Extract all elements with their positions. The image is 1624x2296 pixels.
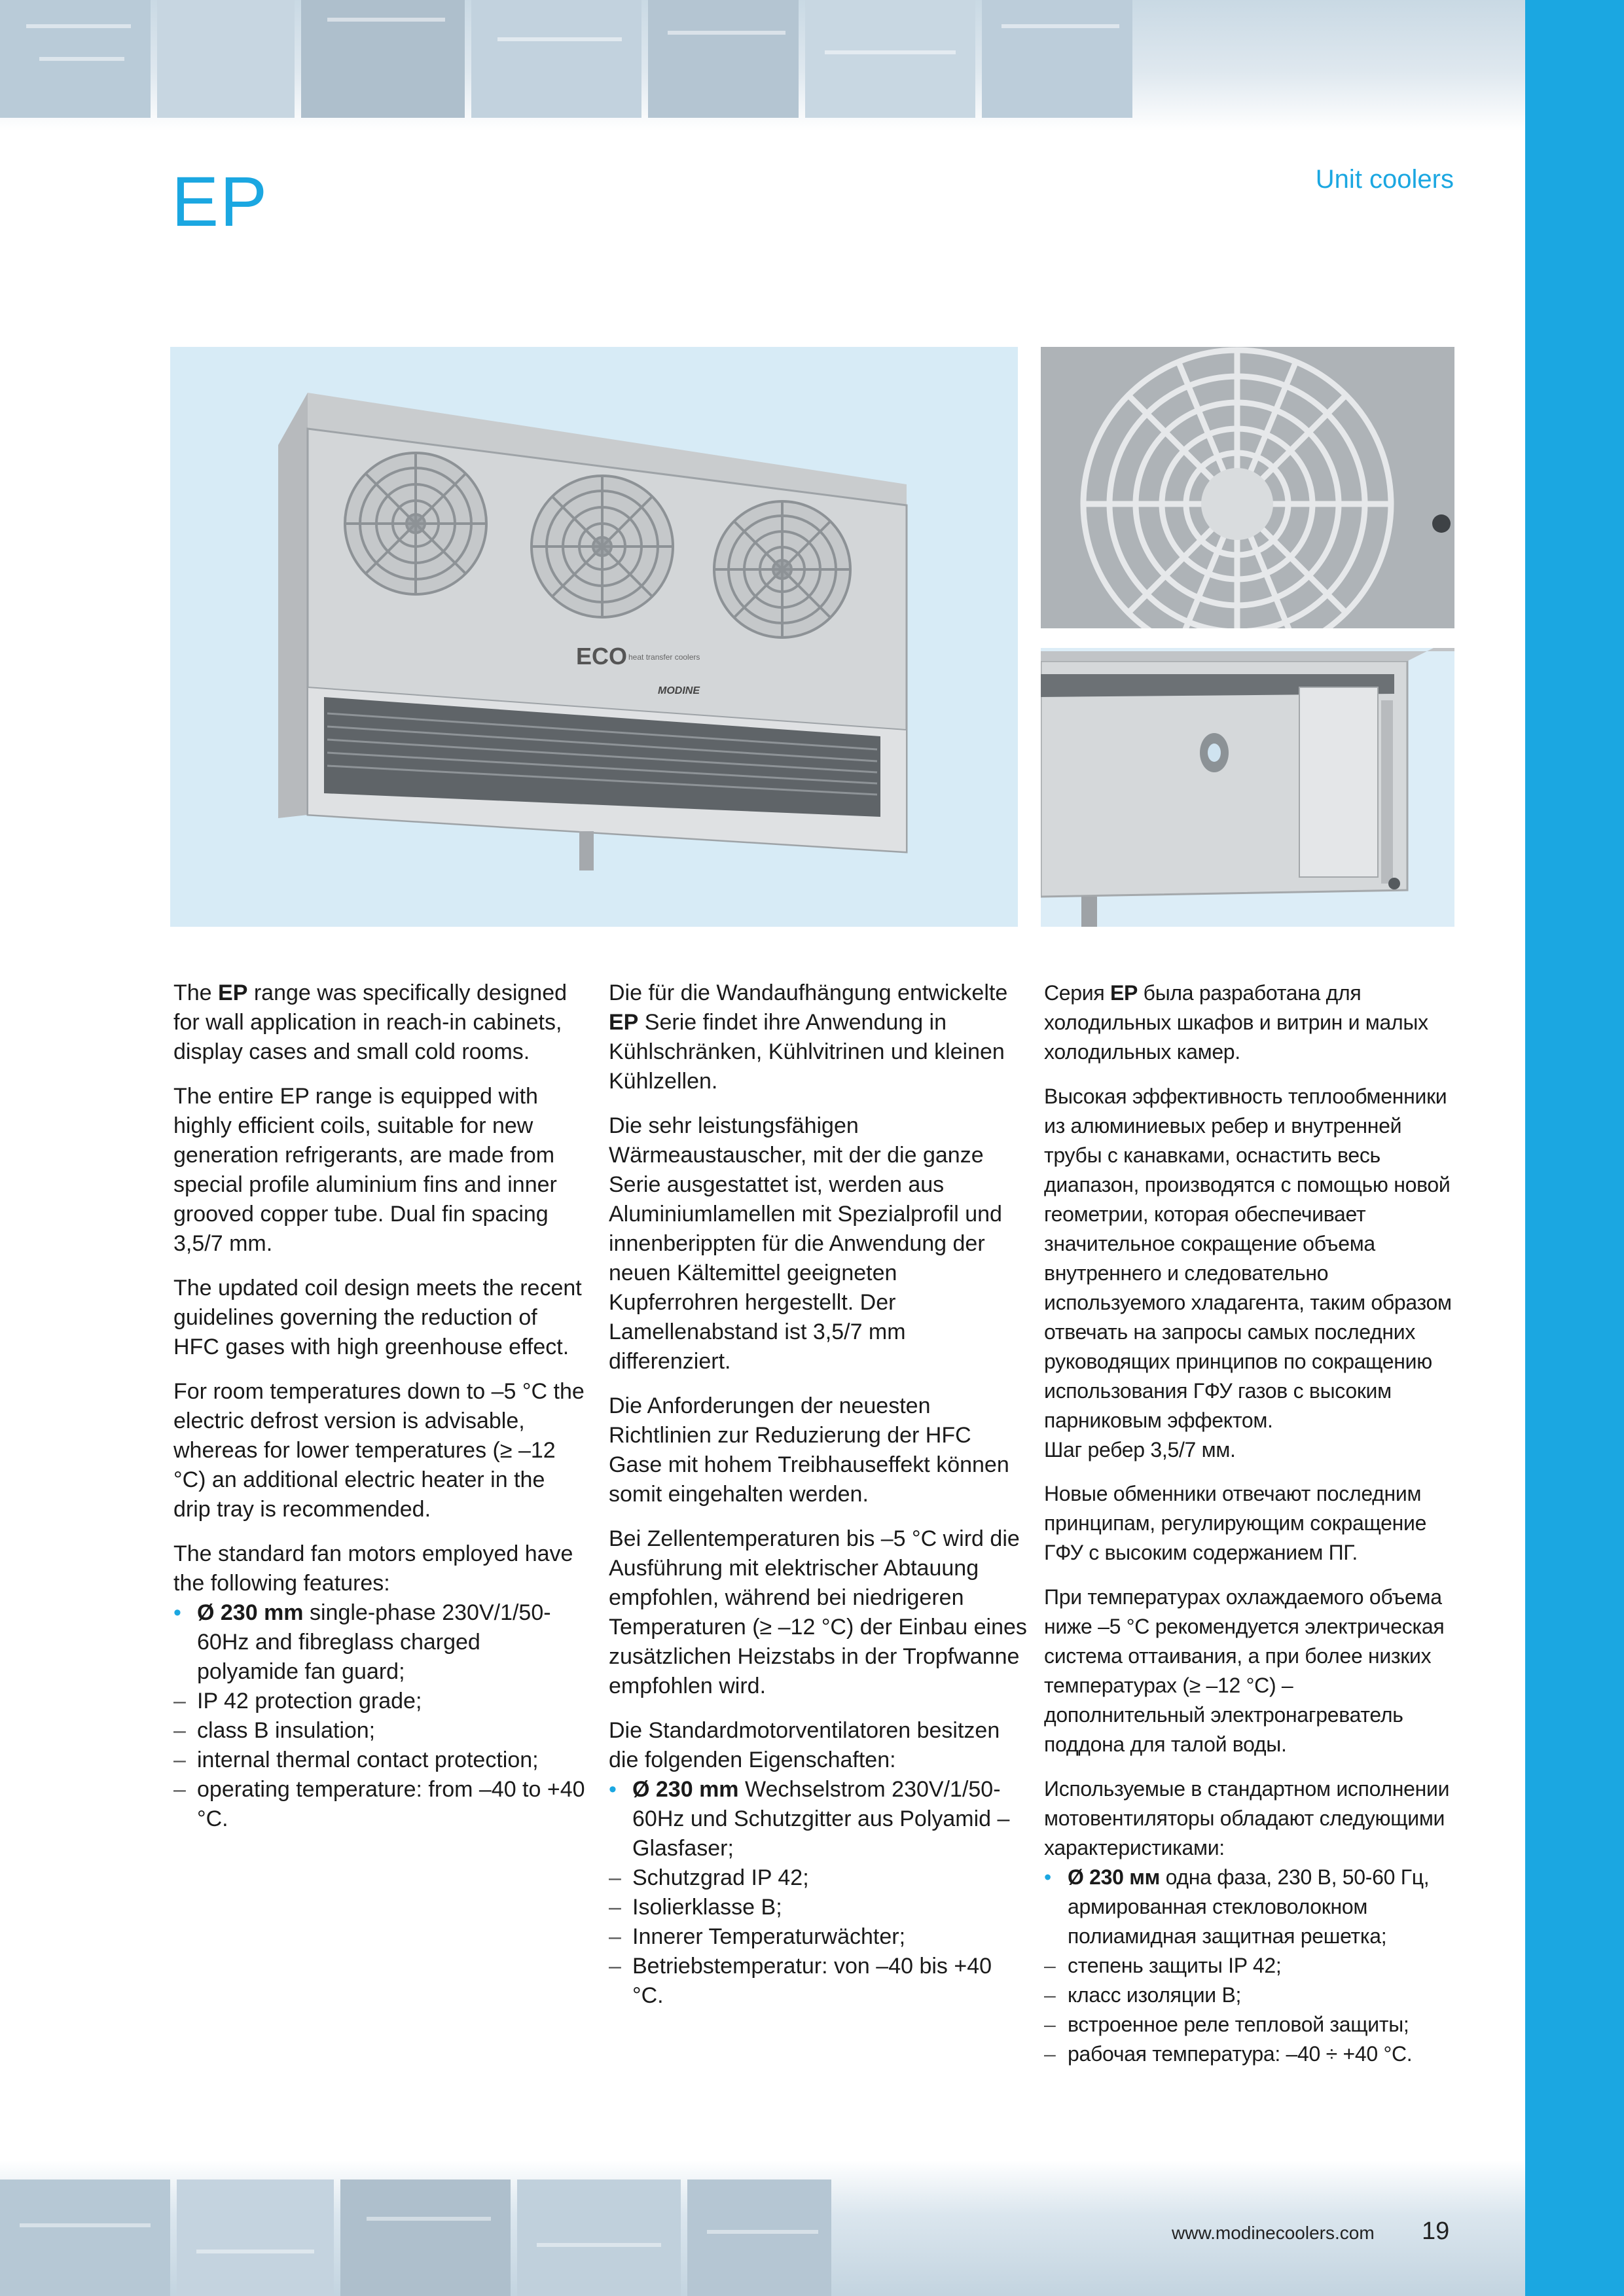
feature-list <box>1044 1863 1456 2069</box>
text: рабочая температура: –40 ÷ +40 °C. <box>1068 2042 1413 2066</box>
list-item <box>1044 1951 1456 1981</box>
dash-icon: – <box>609 1895 621 1920</box>
fan-size: Ø 230 мм <box>1068 1865 1161 1889</box>
eco-logo-sub: heat transfer coolers <box>628 653 700 662</box>
paragraph-defrost: При температурах охлаждаемого объема ниже –5 °C рекомендуется электрическая система оттаивания, а при более низких температурах (≥ –12 °C) – дополнительный электронагреватель поддона для талой воды. <box>1044 1585 1445 1756</box>
list-item <box>1044 1863 1456 1951</box>
dash-icon: – <box>173 1718 186 1743</box>
dash-icon: – <box>1044 1954 1056 1977</box>
paragraph-guidelines: Новые обменники отвечают последним принципам, регулирующим сокращение ГФУ с высоким содержанием ПГ. <box>1044 1482 1427 1564</box>
paragraph-defrost: For room temperatures down to –5 °C the electric defrost version is advisable, whereas for lower temperatures (≥ –12 °C) an additional electric heater in the drip tray is recommended. <box>173 1379 585 1522</box>
dash-icon: – <box>609 1954 621 1979</box>
list-item <box>173 1598 586 1687</box>
fan-closeup-illustration <box>1041 347 1454 628</box>
dash-icon: – <box>173 1689 186 1713</box>
paragraph-motors: Die Standardmotorventilatoren besitzen die folgenden Eigenschaften: <box>609 1718 1000 1772</box>
product-image-unit-cooler <box>170 347 1018 927</box>
model-name: EP <box>609 1010 639 1035</box>
list-item <box>173 1746 586 1775</box>
text-column-english <box>173 978 586 1834</box>
bullet-icon: • <box>1044 1865 1051 1889</box>
text: степень защиты IP 42; <box>1068 1954 1282 1977</box>
paragraph-defrost: Bei Zellentemperaturen bis –5 °C wird die Ausführung mit elektrischer Abtauung empfohlen, während bei niedrigeren Temperaturen (≥ –12 °C) der Einbau eines zusätzlichen Heizstabs in der Tropfwanne empfohlen wird. <box>609 1526 1027 1698</box>
header-photo-band <box>0 0 1525 131</box>
header-photo-collage <box>0 0 1525 131</box>
paragraph-coils <box>1044 1082 1456 1465</box>
model-name: EP <box>1110 981 1138 1005</box>
list-item <box>609 1863 1028 1893</box>
paragraph-guidelines: Die Anforderungen der neuesten Richtlinien zur Reduzierung der HFC Gase mit hohem Treibhauseffekt können somit eingehalten werden. <box>609 1393 1009 1507</box>
side-accent-bar <box>1525 0 1624 2296</box>
list-item <box>609 1952 1028 2011</box>
text: одна фаза, 230 В, 50-60 Гц, армированная стекловолокном полиамидная защитная решетка; <box>1068 1865 1430 1948</box>
product-image-tray-detail <box>1041 648 1454 927</box>
fan-size: Ø 230 mm <box>197 1600 304 1625</box>
text: встроенное реле тепловой защиты; <box>1068 2013 1409 2036</box>
text: Isolierklasse B; <box>632 1895 782 1920</box>
paragraph-intro <box>609 978 1028 1096</box>
list-item <box>609 1922 1028 1952</box>
product-image-fan-closeup <box>1041 347 1454 628</box>
eco-logo: ECO <box>576 643 628 670</box>
paragraph-intro <box>173 978 586 1067</box>
fin-spacing-note: Шаг ребер 3,5/7 мм. <box>1044 1438 1236 1462</box>
list-item <box>1044 2010 1456 2039</box>
text: Schutzgrad IP 42; <box>632 1865 809 1890</box>
dash-icon: – <box>1044 2042 1056 2066</box>
text: Die für die Wandaufhängung entwickelte <box>609 980 1008 1005</box>
list-item <box>609 1893 1028 1922</box>
list-item <box>609 1775 1028 1863</box>
text: класс изоляции B; <box>1068 1983 1242 2007</box>
text: single-phase 230V/1/50-60Hz and fibreglass charged polyamide fan guard; <box>197 1600 551 1684</box>
text: range was specifically designed for wall application in reach-in cabinets, display cases and small cold rooms. <box>173 980 568 1064</box>
text-column-german <box>609 978 1028 2011</box>
footer-website-link[interactable]: www.modinecoolers.com <box>1172 2223 1375 2243</box>
text: Wechselstrom 230V/1/50-60Hz und Schutzgitter aus Polyamid – Glasfaser; <box>632 1777 1010 1861</box>
dash-icon: – <box>173 1777 186 1802</box>
paragraph-coils: The entire EP range is equipped with highly efficient coils, suitable for new generation refrigerants, are made from special profile aluminium fins and inner grooved copper tube. Dual fin spacing 3,5/7 mm. <box>173 1084 557 1256</box>
feature-list <box>609 1775 1028 2011</box>
paragraph-guidelines: The updated coil design meets the recent guidelines governing the reduction of HFC gases with high greenhouse effect. <box>173 1276 582 1359</box>
text: Высокая эффективность теплообменники из алюминиевых ребер и внутренней трубы с канавками, оснастить весь диапазон, производятся с помощью новой геометрии, которая обеспечивает значительное сокращение объема внутреннего и следовательно используемого хладагента, таким образом отвечать на запросы самых последних руководящих принципов по сокращению использования ГФУ газов с высоким парниковым эффектом. <box>1044 1085 1452 1432</box>
list-item <box>173 1775 586 1834</box>
bullet-icon: • <box>609 1777 617 1802</box>
list-item <box>1044 1981 1456 2010</box>
page-title: EP <box>171 162 269 241</box>
unit-cooler-illustration <box>170 347 1018 927</box>
dash-icon: – <box>173 1748 186 1772</box>
text: Betriebstemperatur: von –40 bis +40 °C. <box>632 1954 992 2008</box>
paragraph-motors: The standard fan motors employed have the following features: <box>173 1541 573 1596</box>
paragraph-coils: Die sehr leistungsfähigen Wärmeaustauscher, mit der die ganze Serie ausgestattet ist, werden aus Aluminiumlamellen mit Spezialprofil und innenberippten für die Anwendung der neuen Kältemittel geeigneten Kupferrohren hergestellt. Der Lamellenabstand ist 3,5/7 mm differenziert. <box>609 1113 1002 1374</box>
dash-icon: – <box>609 1924 621 1949</box>
section-label: Unit coolers <box>1315 165 1454 194</box>
text: Innerer Temperaturwächter; <box>632 1924 906 1949</box>
model-name: EP <box>218 980 248 1005</box>
list-item <box>1044 2039 1456 2069</box>
list-item <box>173 1687 586 1716</box>
text: была разработана для холодильных шкафов и витрин и малых холодильных камер. <box>1044 981 1428 1064</box>
text: Серия <box>1044 981 1110 1005</box>
modine-logo: MODINE <box>658 685 700 696</box>
text: IP 42 protection grade; <box>197 1689 422 1713</box>
text: The <box>173 980 219 1005</box>
text: class B insulation; <box>197 1718 376 1743</box>
text: internal thermal contact protection; <box>197 1748 539 1772</box>
text: Serie findet ihre Anwendung in Kühlschränken, Kühlvitrinen und kleinen Kühlzellen. <box>609 1010 1005 1094</box>
list-item <box>173 1716 586 1746</box>
fan-size: Ø 230 mm <box>632 1777 739 1802</box>
dash-icon: – <box>1044 1983 1056 2007</box>
text: operating temperature: from –40 to +40 °C. <box>197 1777 585 1831</box>
paragraph-motors: Используемые в стандартном исполнении мотовентиляторы обладают следующими характеристиками: <box>1044 1777 1450 1859</box>
text-column-russian <box>1044 978 1456 2069</box>
bullet-icon: • <box>173 1600 181 1625</box>
page-number: 19 <box>1422 2217 1450 2245</box>
dash-icon: – <box>609 1865 621 1890</box>
feature-list <box>173 1598 586 1834</box>
dash-icon: – <box>1044 2013 1056 2036</box>
paragraph-intro <box>1044 978 1456 1067</box>
tray-detail-illustration <box>1041 648 1454 927</box>
